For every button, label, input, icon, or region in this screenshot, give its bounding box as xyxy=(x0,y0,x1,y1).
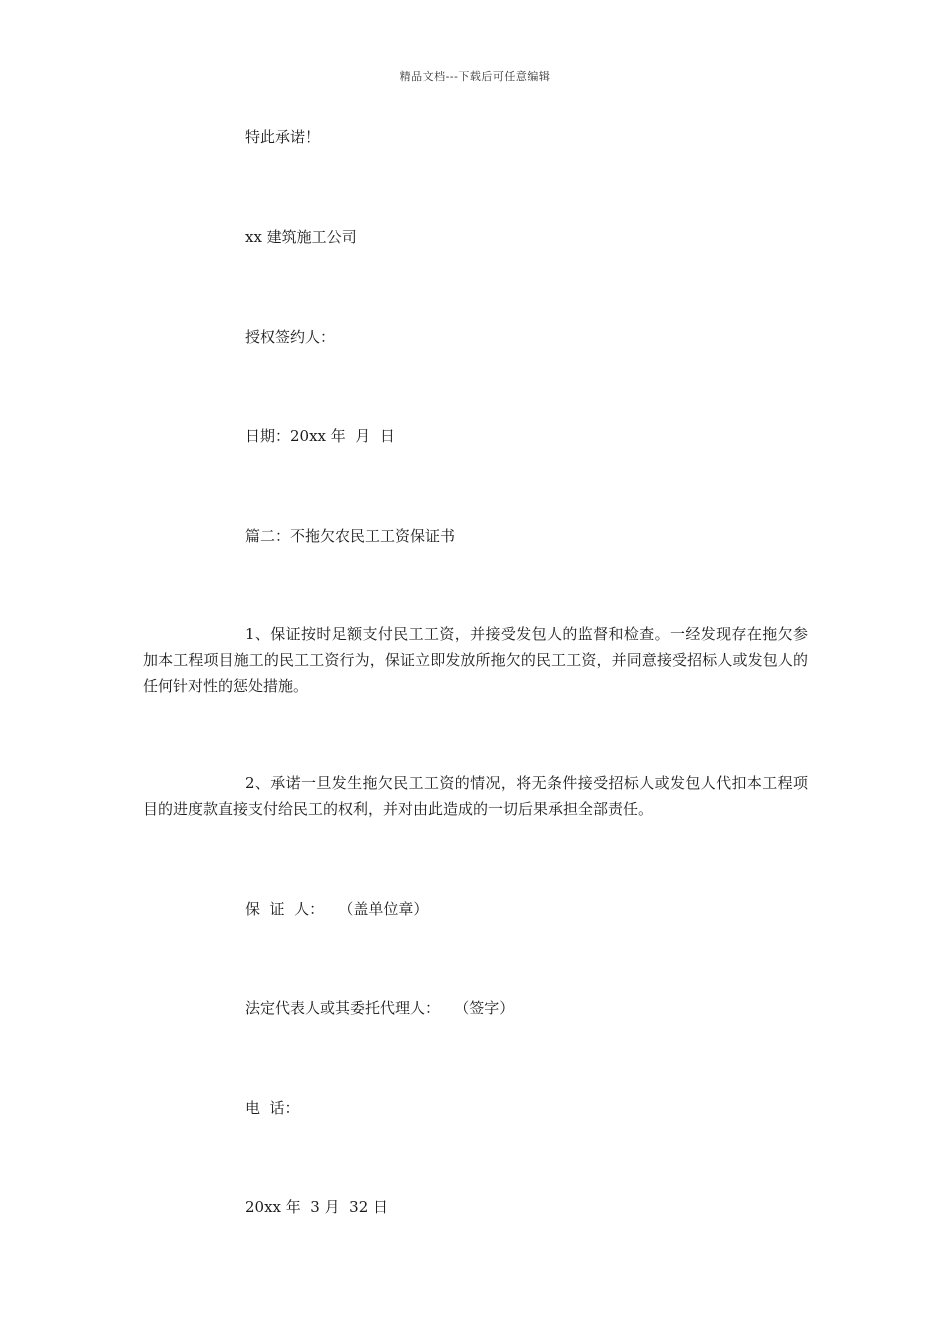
phone-line: 电 话： xyxy=(245,1099,300,1117)
clause-1: 1、保证按时足额支付民工工资，并接受发包人的监督和检查。一经发现存在拖欠参加本工程项目施工的民工工资行为，保证立即发放所拖欠的民工工资，并同意接受招标人或发包人的任何针对性的惩处措施。 xyxy=(143,625,808,695)
final-date: 20xx 年 3 月 32 日 xyxy=(245,1198,389,1216)
section-title: 篇二：不拖欠农民工工资保证书 xyxy=(245,527,456,545)
company-name: xx 建筑施工公司 xyxy=(245,228,357,246)
guarantor-line: 保 证 人： （盖单位章） xyxy=(245,900,429,918)
clause-2: 2、承诺一旦发生拖欠民工工资的情况，将无条件接受招标人或发包人代扣本工程项目的进度款直接支付给民工的权利，并对由此造成的一切后果承担全部责任。 xyxy=(143,774,808,818)
legal-representative-line: 法定代表人或其委托代理人： （签字） xyxy=(245,999,515,1017)
page-header: 精品文档---下载后可任意编辑 xyxy=(399,70,551,83)
closing-statement: 特此承诺！ xyxy=(245,128,321,146)
date-line: 日期：20xx 年 月 日 xyxy=(245,427,395,445)
signatory-label: 授权签约人： xyxy=(245,328,336,346)
